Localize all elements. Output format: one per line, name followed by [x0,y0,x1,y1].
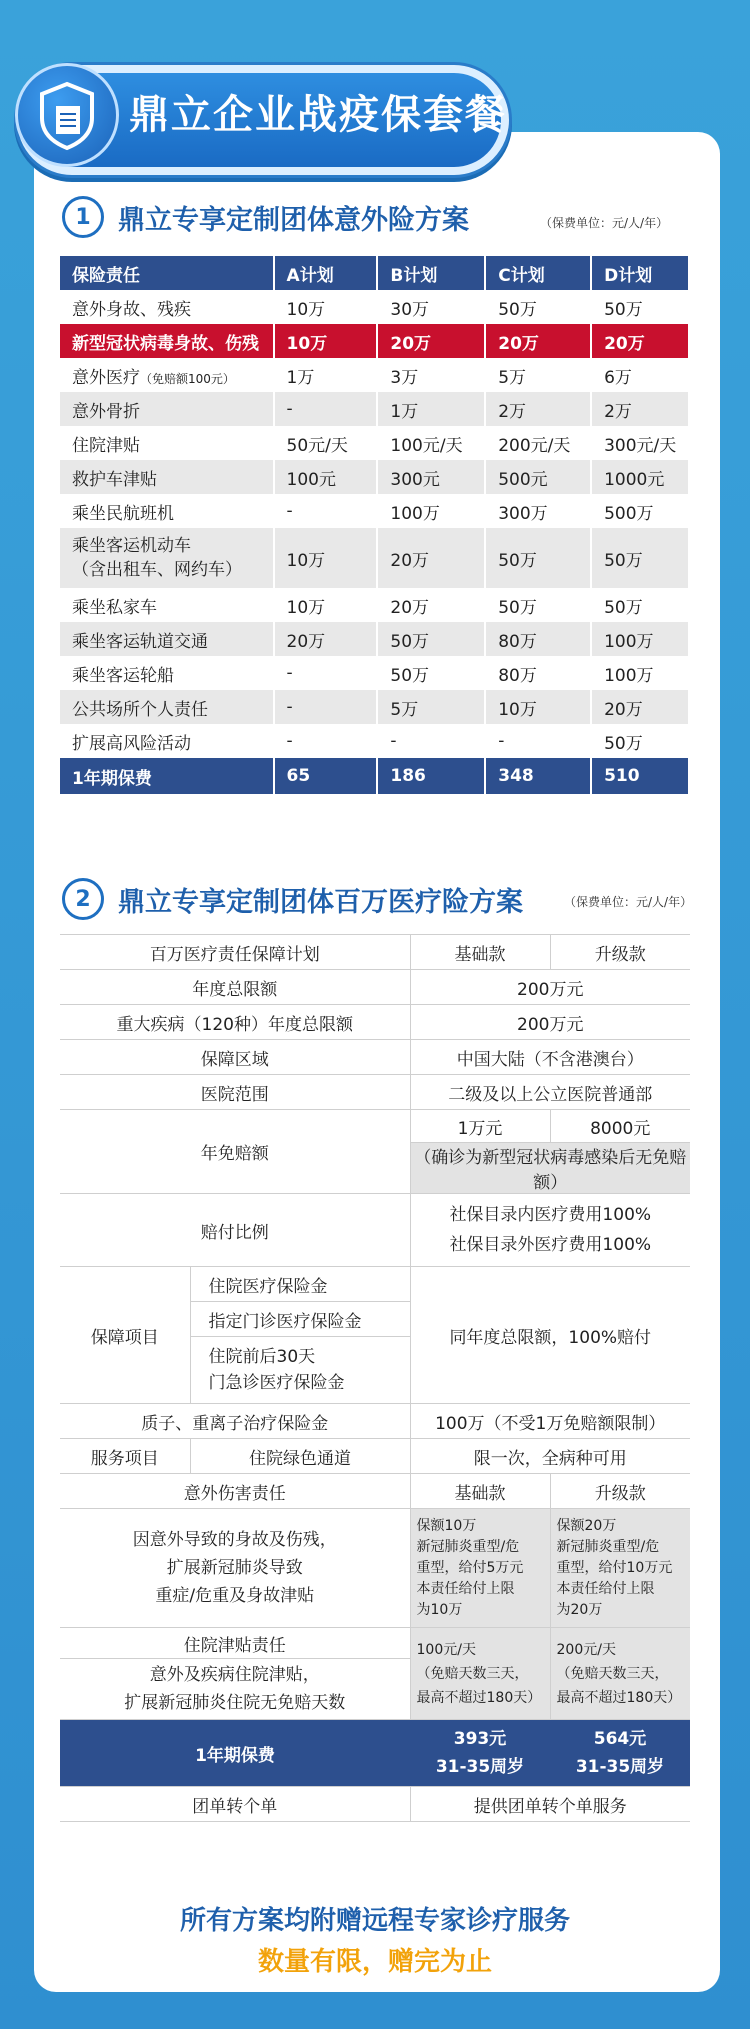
table-row [60,460,689,494]
cell: 100万 [591,622,689,656]
cell: 10万 [274,290,378,324]
cell: 10万 [274,528,378,588]
cell: 基础款 [410,1474,550,1509]
row-label: 扩展高风险活动 [60,724,274,758]
cell: 升级款 [550,935,690,970]
table-row [60,1267,690,1302]
row-label: 新型冠状病毒身故、伤残 [60,324,274,358]
table-row [60,970,690,1005]
cell: 393元 31-35周岁 [410,1720,550,1787]
table-row [60,358,689,392]
header-cell: 保险责任 [60,256,274,290]
medical-plan-table [60,934,690,1822]
table-row [60,1509,690,1628]
cell: 基础款 [410,935,550,970]
table-row [60,724,689,758]
table-row [60,1404,690,1439]
row-label: 乘坐客运机动车 （含出租车、网约车） [60,528,274,588]
cell: 20万 [274,622,378,656]
row-label: 意外及疾病住院津贴， 扩展新冠肺炎住院无免赔天数 [60,1659,410,1720]
cell: 20万 [591,690,689,724]
row-label: 乘坐民航班机 [60,494,274,528]
cell: 保额20万 新冠肺炎重型/危 重型，给付10万元 本责任给付上限 为20万 [550,1509,690,1628]
cell: 80万 [485,656,591,690]
total-label: 1年期保费 [60,758,274,794]
table-row [60,622,689,656]
cell: 300元/天 [591,426,689,460]
total-cell: 348 [485,758,591,794]
table-row-highlight [60,324,689,358]
cell: 住院医疗保险金 [190,1267,410,1302]
cell: - [485,724,591,758]
table-row [60,1787,690,1822]
table-row [60,690,689,724]
cell: 保额10万 新冠肺炎重型/危 重型，给付5万元 本责任给付上限 为10万 [410,1509,550,1628]
cell: 30万 [377,290,485,324]
cell: 升级款 [550,1474,690,1509]
table-row [60,392,689,426]
header-cell: A计划 [274,256,378,290]
section2-heading [62,878,523,920]
row-label: 住院津贴责任 [60,1628,410,1659]
cell: 50万 [485,528,591,588]
table-row [60,935,690,970]
cell: - [377,724,485,758]
row-label: 保障项目 [60,1267,190,1404]
cell: 100万 [591,656,689,690]
row-label: 医院范围 [60,1075,410,1110]
cell: 50万 [591,290,689,324]
cell: 50万 [377,656,485,690]
cell: 限一次，全病种可用 [410,1439,690,1474]
section1-title: 鼎立专享定制团体意外险方案 [118,204,469,236]
cell: 指定门诊医疗保险金 [190,1302,410,1337]
footer-line-2: 数量有限，赠完为止 [257,1947,492,1977]
row-label: 保障区域 [60,1040,410,1075]
header-cell: C计划 [485,256,591,290]
cell: 1万 [274,358,378,392]
accident-plan-table [60,256,690,794]
cell: 50元/天 [274,426,378,460]
cell: 500元 [485,460,591,494]
table-row [60,1110,690,1143]
table-row [60,528,689,588]
table-row [60,1194,690,1267]
cell: 100元 [274,460,378,494]
table-row [60,1075,690,1110]
cell: 20万 [377,324,485,358]
table-row [60,1005,690,1040]
cell: 8000元 [550,1110,690,1143]
cell: 10万 [274,588,378,622]
row-label: 百万医疗责任保障计划 [60,935,410,970]
cell: 200元/天 [485,426,591,460]
section1-unit: （保费单位：元/人/年） [540,216,669,230]
table-row [60,290,689,324]
row-label: 赔付比例 [60,1194,410,1267]
cell: 50万 [591,724,689,758]
cell: 2万 [591,392,689,426]
table-row [60,656,689,690]
row-label: 住院津贴 [60,426,274,460]
table-row [60,1628,690,1659]
premium-row [60,1720,690,1787]
total-cell: 186 [377,758,485,794]
header-cell: B计划 [377,256,485,290]
cell: 50万 [377,622,485,656]
cell: 50万 [591,588,689,622]
row-label: 乘坐客运轮船 [60,656,274,690]
row-label: 服务项目 [60,1439,190,1474]
row-label: 年免赔额 [60,1110,410,1194]
row-label: 质子、重离子治疗保险金 [60,1404,410,1439]
cell: 6万 [591,358,689,392]
row-label: 乘坐私家车 [60,588,274,622]
cell: 300万 [485,494,591,528]
cell: 20万 [485,324,591,358]
cell: 10万 [485,690,591,724]
cell: - [274,724,378,758]
cell: - [274,656,378,690]
row-label: 团单转个单 [60,1787,410,1822]
section-number-icon: 1 [62,196,104,238]
row-label: 公共场所个人责任 [60,690,274,724]
document-shield-icon [15,63,119,167]
cell: 80万 [485,622,591,656]
cell: 中国大陆（不含港澳台） [410,1040,690,1075]
cell: 5万 [485,358,591,392]
cell: 1万元 [410,1110,550,1143]
cell: 1万 [377,392,485,426]
cell: 住院绿色通道 [190,1439,410,1474]
cell: 二级及以上公立医院普通部 [410,1075,690,1110]
section2-unit: （保费单位：元/人/年） [564,895,693,909]
row-label: 因意外导致的身故及伤残， 扩展新冠肺炎导致 重症/危重及身故津贴 [60,1509,410,1628]
cell: 50万 [485,588,591,622]
table-row [60,494,689,528]
footer-line-1: 所有方案均附赠远程专家诊疗服务 [179,1906,570,1936]
cell: 200万元 [410,970,690,1005]
cell: 提供团单转个单服务 [410,1787,690,1822]
cell: 5万 [377,690,485,724]
note-cell: （确诊为新型冠状病毒感染后无免赔额） [410,1143,690,1194]
cell: 20万 [377,588,485,622]
cell: 1000元 [591,460,689,494]
cell: 20万 [377,528,485,588]
cell: - [274,690,378,724]
section1-heading [62,196,469,238]
row-label: 重大疾病（120种）年度总限额 [60,1005,410,1040]
row-label: 意外伤害责任 [60,1474,410,1509]
cell: 2万 [485,392,591,426]
section-number-icon: 2 [62,878,104,920]
table-total-row [60,758,689,794]
row-label: 1年期保费 [60,1720,410,1787]
cell: 10万 [274,324,378,358]
banner-title: 鼎立企业战疫保套餐 [129,92,507,138]
cell: 200万元 [410,1005,690,1040]
total-cell: 510 [591,758,689,794]
row-label: 意外骨折 [60,392,274,426]
section2-title: 鼎立专享定制团体百万医疗险方案 [118,886,523,918]
cell: 300元 [377,460,485,494]
table-row [60,1040,690,1075]
cell: 500万 [591,494,689,528]
cell: - [274,392,378,426]
table-row [60,1474,690,1509]
cell: 200元/天 （免赔天数三天， 最高不超过180天） [550,1628,690,1720]
header-cell: D计划 [591,256,689,290]
cell: 社保目录内医疗费用100% 社保目录外医疗费用100% [410,1194,690,1267]
cell: 住院前后30天 门急诊医疗保险金 [190,1337,410,1404]
title-banner [14,62,512,178]
cell: 3万 [377,358,485,392]
row-label: 意外身故、残疾 [60,290,274,324]
cell: 50万 [591,528,689,588]
row-label: 乘坐客运轨道交通 [60,622,274,656]
total-cell: 65 [274,758,378,794]
cell: 564元 31-35周岁 [550,1720,690,1787]
cell: 20万 [591,324,689,358]
table-header-row [60,256,689,290]
table-row [60,1439,690,1474]
cell: 同年度总限额，100%赔付 [410,1267,690,1404]
cell: 100元/天 [377,426,485,460]
row-label: 救护车津贴 [60,460,274,494]
table-row [60,588,689,622]
cell: 100万 [377,494,485,528]
table-row [60,426,689,460]
cell: - [274,494,378,528]
cell: 100元/天 （免赔天数三天， 最高不超过180天） [410,1628,550,1720]
row-label: 意外医疗（免赔额100元） [60,358,274,392]
cell: 50万 [485,290,591,324]
cell: 100万（不受1万免赔额限制） [410,1404,690,1439]
row-label: 年度总限额 [60,970,410,1005]
